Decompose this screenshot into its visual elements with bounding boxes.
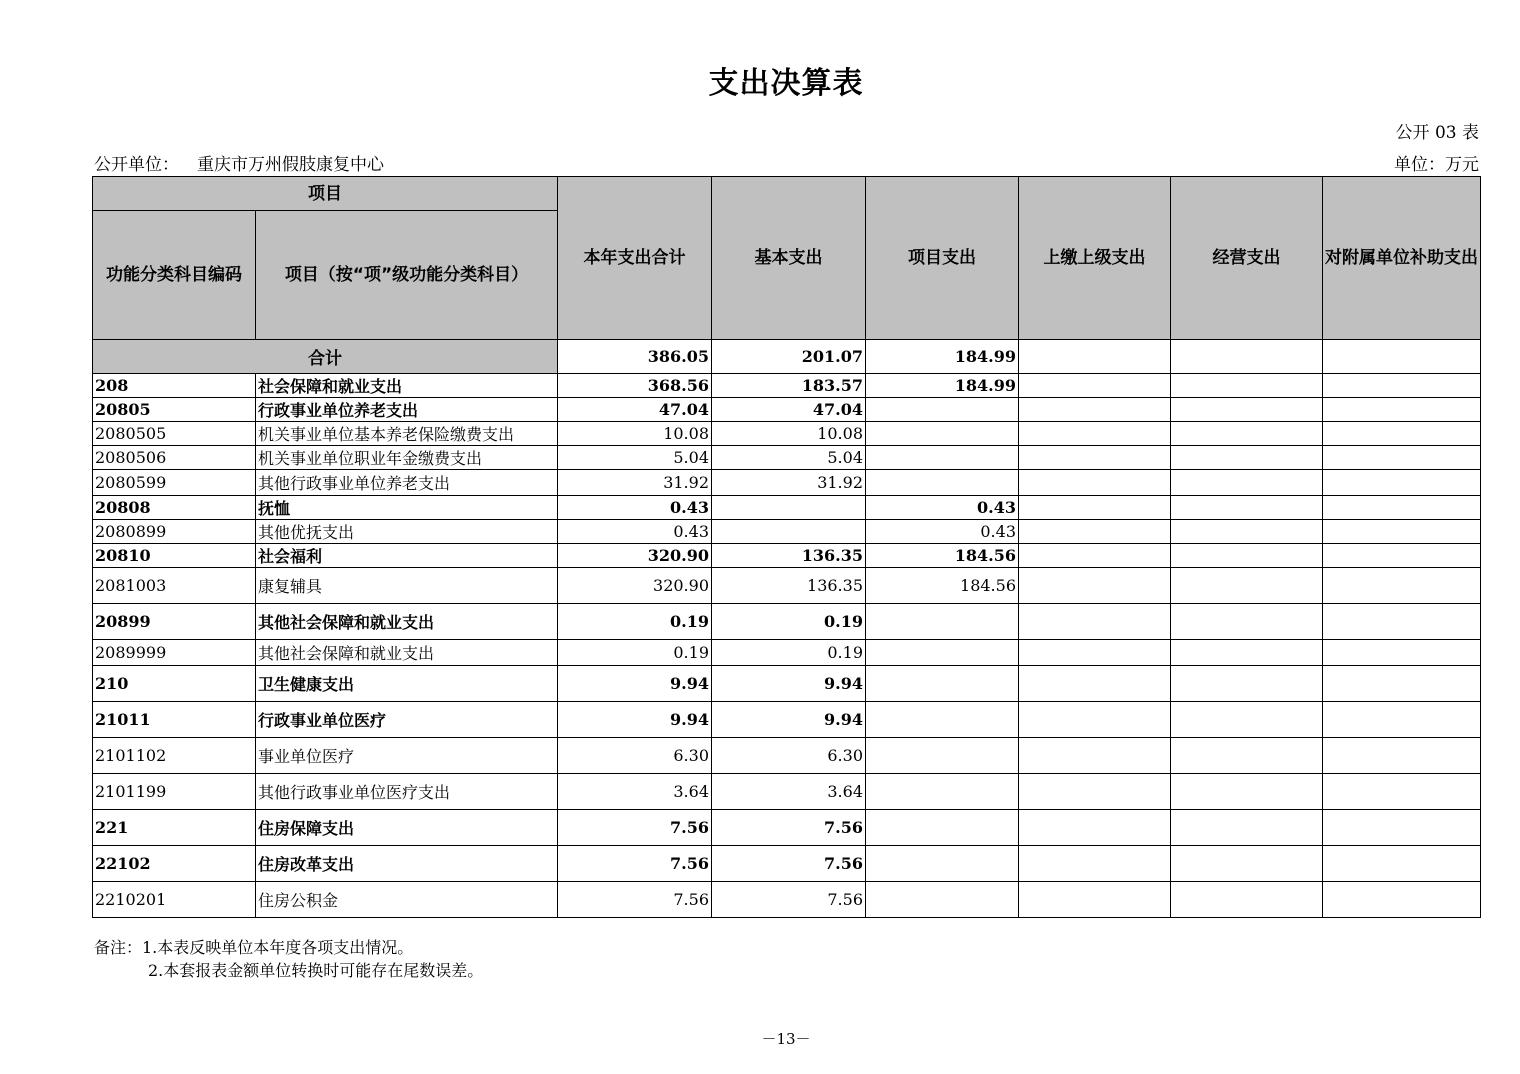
row-name: 事业单位医疗 — [256, 738, 558, 774]
header-code: 功能分类科目编码 — [93, 211, 256, 340]
row-total: 320.90 — [558, 568, 712, 604]
row-code: 208 — [93, 374, 256, 398]
row-name: 机关事业单位基本养老保险缴费支出 — [256, 422, 558, 446]
total-row — [93, 340, 1481, 374]
row-total: 31.92 — [558, 470, 712, 496]
row-business — [1171, 702, 1323, 738]
row-business — [1171, 738, 1323, 774]
row-business — [1171, 882, 1323, 918]
table-row — [93, 640, 1481, 666]
row-upper — [1019, 882, 1171, 918]
row-project: 0.43 — [866, 520, 1019, 544]
note-line-1: 备注：1.本表反映单位本年度各项支出情况。 — [94, 938, 414, 957]
row-project — [866, 846, 1019, 882]
row-total: 0.43 — [558, 520, 712, 544]
table-row — [93, 702, 1481, 738]
row-total: 7.56 — [558, 810, 712, 846]
row-code: 21011 — [93, 702, 256, 738]
row-code: 2101199 — [93, 774, 256, 810]
row-basic: 5.04 — [712, 446, 866, 470]
row-total: 3.64 — [558, 774, 712, 810]
table-row — [93, 810, 1481, 846]
row-business — [1171, 520, 1323, 544]
row-upper — [1019, 568, 1171, 604]
row-subsidy — [1323, 846, 1481, 882]
row-code: 210 — [93, 666, 256, 702]
page-title: 支出决算表 — [708, 66, 864, 101]
row-subsidy — [1323, 640, 1481, 666]
row-subsidy — [1323, 398, 1481, 422]
currency-unit: 单位：万元 — [1394, 155, 1479, 175]
total-subsidy — [1323, 340, 1481, 374]
row-upper — [1019, 666, 1171, 702]
row-name: 康复辅具 — [256, 568, 558, 604]
row-total: 7.56 — [558, 882, 712, 918]
row-basic: 7.56 — [712, 846, 866, 882]
total-business — [1171, 340, 1323, 374]
row-subsidy — [1323, 446, 1481, 470]
row-business — [1171, 568, 1323, 604]
table-row — [93, 520, 1481, 544]
row-subsidy — [1323, 470, 1481, 496]
row-subsidy — [1323, 738, 1481, 774]
total-basic: 201.07 — [712, 340, 866, 374]
reporting-unit — [94, 150, 384, 175]
row-business — [1171, 774, 1323, 810]
row-business — [1171, 470, 1323, 496]
row-code: 20808 — [93, 496, 256, 520]
row-upper — [1019, 520, 1171, 544]
row-business — [1171, 544, 1323, 568]
row-basic: 9.94 — [712, 702, 866, 738]
row-project — [866, 604, 1019, 640]
row-project — [866, 738, 1019, 774]
row-name: 其他社会保障和就业支出 — [256, 604, 558, 640]
row-total: 320.90 — [558, 544, 712, 568]
table-row — [93, 544, 1481, 568]
header-total: 本年支出合计 — [558, 177, 712, 340]
table-row — [93, 568, 1481, 604]
row-basic: 3.64 — [712, 774, 866, 810]
row-basic: 9.94 — [712, 666, 866, 702]
row-code: 2080599 — [93, 470, 256, 496]
row-subsidy — [1323, 374, 1481, 398]
total-amount: 386.05 — [558, 340, 712, 374]
row-name: 卫生健康支出 — [256, 666, 558, 702]
notes — [94, 936, 483, 982]
row-basic: 7.56 — [712, 882, 866, 918]
row-project: 184.56 — [866, 544, 1019, 568]
row-project — [866, 810, 1019, 846]
row-business — [1171, 846, 1323, 882]
row-basic: 7.56 — [712, 810, 866, 846]
header-subsidy: 对附属单位补助支出 — [1323, 177, 1481, 340]
note-line-2: 2.本套报表金额单位转换时可能存在尾数误差。 — [148, 961, 484, 980]
table-row — [93, 882, 1481, 918]
row-upper — [1019, 702, 1171, 738]
row-total: 9.94 — [558, 666, 712, 702]
table-row — [93, 422, 1481, 446]
row-project: 184.56 — [866, 568, 1019, 604]
row-upper — [1019, 846, 1171, 882]
row-name: 社会保障和就业支出 — [256, 374, 558, 398]
row-project — [866, 640, 1019, 666]
row-project — [866, 446, 1019, 470]
row-basic: 136.35 — [712, 544, 866, 568]
table-row — [93, 666, 1481, 702]
row-basic: 0.19 — [712, 604, 866, 640]
header-project: 项目支出 — [866, 177, 1019, 340]
row-total: 47.04 — [558, 398, 712, 422]
table-row — [93, 604, 1481, 640]
row-upper — [1019, 496, 1171, 520]
row-code: 2080505 — [93, 422, 256, 446]
row-upper — [1019, 810, 1171, 846]
row-code: 2080899 — [93, 520, 256, 544]
table-row — [93, 496, 1481, 520]
row-total: 368.56 — [558, 374, 712, 398]
row-code: 20805 — [93, 398, 256, 422]
row-subsidy — [1323, 810, 1481, 846]
row-basic: 6.30 — [712, 738, 866, 774]
row-upper — [1019, 398, 1171, 422]
row-name: 住房改革支出 — [256, 846, 558, 882]
row-basic — [712, 520, 866, 544]
header-item: 项目 — [93, 177, 558, 211]
row-total: 0.19 — [558, 604, 712, 640]
row-project — [866, 470, 1019, 496]
row-subsidy — [1323, 520, 1481, 544]
row-business — [1171, 496, 1323, 520]
row-project — [866, 666, 1019, 702]
row-name: 其他行政事业单位医疗支出 — [256, 774, 558, 810]
row-name: 行政事业单位医疗 — [256, 702, 558, 738]
row-project — [866, 422, 1019, 446]
row-basic: 47.04 — [712, 398, 866, 422]
row-basic: 136.35 — [712, 568, 866, 604]
row-upper — [1019, 774, 1171, 810]
table-row — [93, 446, 1481, 470]
row-code: 2080506 — [93, 446, 256, 470]
row-code: 22102 — [93, 846, 256, 882]
row-name: 社会福利 — [256, 544, 558, 568]
row-upper — [1019, 544, 1171, 568]
row-upper — [1019, 604, 1171, 640]
row-business — [1171, 640, 1323, 666]
row-upper — [1019, 470, 1171, 496]
row-code: 221 — [93, 810, 256, 846]
row-upper — [1019, 422, 1171, 446]
row-total: 6.30 — [558, 738, 712, 774]
row-code: 20899 — [93, 604, 256, 640]
row-code: 2081003 — [93, 568, 256, 604]
row-business — [1171, 374, 1323, 398]
row-basic: 0.19 — [712, 640, 866, 666]
row-project: 0.43 — [866, 496, 1019, 520]
row-total: 5.04 — [558, 446, 712, 470]
page-number: －13－ — [761, 1030, 811, 1048]
table-row — [93, 846, 1481, 882]
row-name: 其他行政事业单位养老支出 — [256, 470, 558, 496]
unit-label: 公开单位： — [94, 155, 179, 175]
row-subsidy — [1323, 568, 1481, 604]
row-name: 住房保障支出 — [256, 810, 558, 846]
row-name: 抚恤 — [256, 496, 558, 520]
row-total: 0.19 — [558, 640, 712, 666]
table-row — [93, 774, 1481, 810]
row-subsidy — [1323, 604, 1481, 640]
row-name: 住房公积金 — [256, 882, 558, 918]
table-row — [93, 738, 1481, 774]
header-name: 项目（按“项”级功能分类科目） — [256, 211, 558, 340]
row-upper — [1019, 374, 1171, 398]
row-name: 其他优抚支出 — [256, 520, 558, 544]
row-subsidy — [1323, 702, 1481, 738]
row-business — [1171, 398, 1323, 422]
expenditure-table — [92, 176, 1481, 918]
header-business: 经营支出 — [1171, 177, 1323, 340]
row-upper — [1019, 640, 1171, 666]
row-basic — [712, 496, 866, 520]
row-upper — [1019, 738, 1171, 774]
table-row — [93, 398, 1481, 422]
row-project — [866, 702, 1019, 738]
row-subsidy — [1323, 882, 1481, 918]
row-project — [866, 398, 1019, 422]
row-upper — [1019, 446, 1171, 470]
row-subsidy — [1323, 774, 1481, 810]
unit-name: 重庆市万州假肢康复中心 — [197, 155, 384, 175]
row-total: 7.56 — [558, 846, 712, 882]
row-subsidy — [1323, 666, 1481, 702]
row-name: 其他社会保障和就业支出 — [256, 640, 558, 666]
row-name: 机关事业单位职业年金缴费支出 — [256, 446, 558, 470]
table-row — [93, 374, 1481, 398]
table-row — [93, 470, 1481, 496]
row-business — [1171, 666, 1323, 702]
row-subsidy — [1323, 544, 1481, 568]
row-name: 行政事业单位养老支出 — [256, 398, 558, 422]
row-code: 2210201 — [93, 882, 256, 918]
row-total: 9.94 — [558, 702, 712, 738]
row-basic: 10.08 — [712, 422, 866, 446]
row-subsidy — [1323, 422, 1481, 446]
row-business — [1171, 604, 1323, 640]
row-total: 0.43 — [558, 496, 712, 520]
row-business — [1171, 422, 1323, 446]
total-project: 184.99 — [866, 340, 1019, 374]
row-basic: 31.92 — [712, 470, 866, 496]
form-number: 公开 03 表 — [1395, 123, 1479, 143]
row-total: 10.08 — [558, 422, 712, 446]
row-basic: 183.57 — [712, 374, 866, 398]
row-subsidy — [1323, 496, 1481, 520]
row-code: 2089999 — [93, 640, 256, 666]
row-project: 184.99 — [866, 374, 1019, 398]
total-label: 合计 — [93, 340, 558, 374]
total-upper — [1019, 340, 1171, 374]
row-project — [866, 882, 1019, 918]
row-project — [866, 774, 1019, 810]
header-basic: 基本支出 — [712, 177, 866, 340]
row-business — [1171, 810, 1323, 846]
header-upper: 上缴上级支出 — [1019, 177, 1171, 340]
row-business — [1171, 446, 1323, 470]
row-code: 20810 — [93, 544, 256, 568]
row-code: 2101102 — [93, 738, 256, 774]
